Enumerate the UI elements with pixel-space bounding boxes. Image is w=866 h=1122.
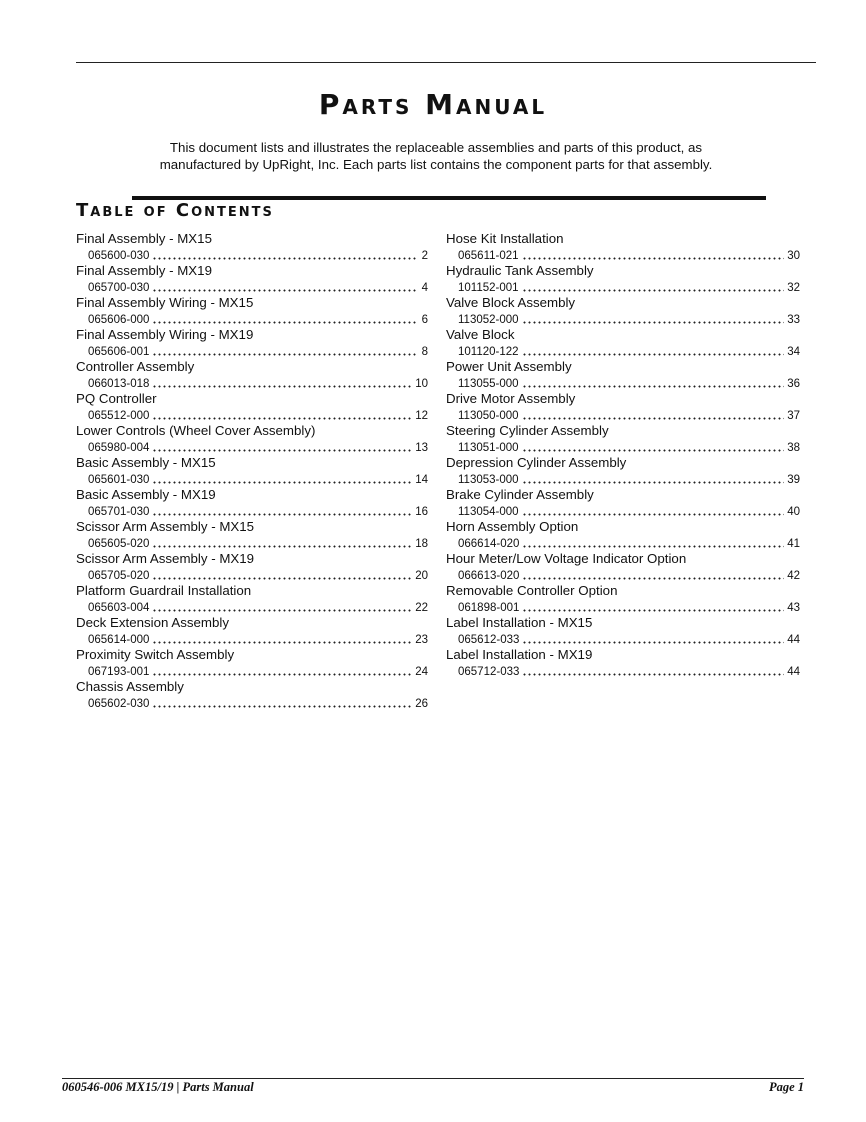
toc-part-number: 065606-000 [88,314,150,326]
toc-entry-line [446,439,800,455]
toc-part-number: 101152-001 [458,282,519,294]
toc-entry-title: Final Assembly - MX15 [76,231,212,246]
toc-page-number: 14 [415,474,428,486]
toc-part-number: 065612-033 [458,634,520,646]
toc-entry[interactable] [76,551,428,583]
toc-page-number: 34 [787,346,800,358]
toc-entry-title: Final Assembly Wiring - MX15 [76,295,254,310]
toc-entry[interactable] [76,263,428,295]
toc-page-number: 8 [421,346,428,358]
toc-entry-line [446,311,800,327]
toc-entry-title: Drive Motor Assembly [446,391,576,406]
toc-left-column [76,231,428,711]
toc-page-number: 32 [787,282,800,294]
toc-entry-line [76,247,428,263]
toc-part-number: 066013-018 [88,378,150,390]
toc-entry[interactable] [76,327,428,359]
toc-page-number: 2 [421,250,428,262]
toc-entry-line [446,631,800,647]
toc-entry-line [76,343,428,359]
toc-entry[interactable] [76,519,428,551]
toc-right-column [446,231,800,679]
toc-page-number: 13 [415,442,428,454]
toc-page-number: 12 [415,410,428,422]
toc-entry-title: Final Assembly Wiring - MX19 [76,327,254,342]
toc-entry-line [76,567,428,583]
toc-dot-leader [152,508,412,516]
toc-entry-title: Final Assembly - MX19 [76,263,212,278]
toc-dot-leader [522,284,785,292]
toc-dot-leader [152,476,412,484]
toc-dot-leader [522,476,785,484]
toc-part-number: 065614-000 [88,634,150,646]
toc-entry[interactable] [446,231,800,263]
toc-entry[interactable] [76,455,428,487]
toc-part-number: 065606-001 [88,346,150,358]
toc-entry-line [76,503,428,519]
toc-entry[interactable] [76,679,428,711]
toc-part-number: 065600-030 [88,250,150,262]
toc-entry[interactable] [446,487,800,519]
toc-entry-title: Basic Assembly - MX15 [76,455,216,470]
toc-dot-leader [152,380,412,388]
toc-dot-leader [522,348,785,356]
toc-entry-line [76,695,428,711]
toc-part-number: 113053-000 [458,474,519,486]
toc-part-number: 113052-000 [458,314,519,326]
toc-dot-leader [152,444,412,452]
toc-page-number: 10 [415,378,428,390]
toc-entry-title: Depression Cylinder Assembly [446,455,627,470]
toc-dot-leader [522,252,785,260]
toc-entry-line [446,375,800,391]
toc-part-number: 065980-004 [88,442,150,454]
toc-dot-leader [522,668,784,676]
toc-part-number: 065602-030 [88,698,150,710]
intro-line: manufactured by UpRight, Inc. Each parts list contains the component parts for that assembly. [159,157,713,172]
toc-part-number: 066614-020 [458,538,520,550]
toc-entry-line [76,471,428,487]
toc-entry[interactable] [76,647,428,679]
page-title: Parts Manual [318,88,548,121]
toc-entry-title: Label Installation - MX15 [446,615,593,630]
toc-entry-title: Removable Controller Option [446,583,618,598]
toc-entry-title: Power Unit Assembly [446,359,572,374]
toc-part-number: 065605-020 [88,538,150,550]
toc-entry-line [446,535,800,551]
toc-entry[interactable] [446,551,800,583]
toc-dot-leader [522,572,784,580]
toc-page-number: 20 [415,570,428,582]
toc-entry-title: Basic Assembly - MX19 [76,487,216,502]
toc-part-number: 065611-021 [458,250,519,262]
toc-page-number: 6 [421,314,428,326]
toc-dot-leader [152,604,412,612]
toc-entry-title: Scissor Arm Assembly - MX15 [76,519,255,534]
toc-entry[interactable] [446,455,800,487]
toc-entry-title: Chassis Assembly [76,679,184,694]
toc-page-number: 26 [415,698,428,710]
toc-entry-title: Hour Meter/Low Voltage Indicator Option [446,551,687,566]
toc-page-number: 42 [787,570,800,582]
toc-entry-title: Controller Assembly [76,359,195,374]
toc-entry-line [446,407,800,423]
toc-entry[interactable] [76,359,428,391]
toc-entry[interactable] [446,263,800,295]
toc-entry[interactable] [76,583,428,615]
toc-page-number: 22 [415,602,428,614]
toc-entry[interactable] [76,231,428,263]
toc-entry-line [76,631,428,647]
toc-part-number: 067193-001 [88,666,150,678]
toc-entry[interactable] [446,327,800,359]
toc-entry[interactable] [446,583,800,615]
toc-entry-line [446,471,800,487]
toc-dot-leader [152,348,417,356]
toc-entry-line [446,663,800,679]
toc-dot-leader [522,604,784,612]
toc-entry-title: Platform Guardrail Installation [76,583,252,598]
toc-page-number: 33 [787,314,800,326]
toc-entry-title: Scissor Arm Assembly - MX19 [76,551,255,566]
toc-entry[interactable] [76,615,428,647]
toc-entry-title: Proximity Switch Assembly [76,647,235,662]
toc-entry-title: PQ Controller [76,391,157,406]
toc-part-number: 065603-004 [88,602,150,614]
toc-dot-leader [522,444,785,452]
toc-page-number: 30 [787,250,800,262]
intro-paragraph [130,139,742,173]
toc-entry-line [76,375,428,391]
toc-entry[interactable] [446,359,800,391]
toc-entry-line [76,663,428,679]
toc-entry-title: Hydraulic Tank Assembly [446,263,594,278]
toc-heading: Table of Contents [76,200,274,221]
toc-entry[interactable] [446,615,800,647]
toc-dot-leader [522,316,785,324]
toc-entry-title: Valve Block Assembly [446,295,576,310]
toc-entry-line [446,343,800,359]
toc-part-number: 113054-000 [458,506,519,518]
toc-entry[interactable] [76,391,428,423]
toc-page-number: 41 [787,538,800,550]
intro-line: This document lists and illustrates the replaceable assemblies and parts of this product, as [169,140,703,155]
toc-page-number: 24 [415,666,428,678]
toc-dot-leader [152,412,412,420]
toc-page-number: 4 [421,282,428,294]
toc-dot-leader [522,636,784,644]
toc-entry-title: Label Installation - MX19 [446,647,593,662]
toc-dot-leader [152,700,412,708]
toc-dot-leader [152,668,412,676]
footer-document-id: 060546-006 MX15/19 | Parts Manual [62,1080,254,1094]
toc-page-number: 16 [415,506,428,518]
toc-dot-leader [522,540,784,548]
toc-part-number: 066613-020 [458,570,520,582]
toc-entry[interactable] [446,391,800,423]
toc-entry-title: Valve Block [446,327,515,342]
toc-part-number: 101120-122 [458,346,519,358]
footer-rule [62,1078,804,1079]
toc-entry-title: Brake Cylinder Assembly [446,487,594,502]
toc-entry[interactable] [446,295,800,327]
toc-entry[interactable] [76,295,428,327]
toc-page-number: 44 [787,634,800,646]
toc-entry[interactable] [76,423,428,455]
toc-dot-leader [152,252,417,260]
toc-dot-leader [152,636,412,644]
toc-entry-line [76,407,428,423]
toc-page-number: 43 [787,602,800,614]
toc-dot-leader [152,572,412,580]
toc-page-number: 37 [787,410,800,422]
toc-page-number: 38 [787,442,800,454]
toc-dot-leader [522,380,785,388]
toc-page-number: 40 [787,506,800,518]
toc-part-number: 113050-000 [458,410,519,422]
toc-part-number: 065712-033 [458,666,520,678]
toc-part-number: 113051-000 [458,442,519,454]
toc-entry-line [446,247,800,263]
toc-part-number: 113055-000 [458,378,519,390]
toc-dot-leader [522,508,785,516]
toc-entry[interactable] [76,487,428,519]
toc-page-number: 39 [787,474,800,486]
toc-entry-line [76,439,428,455]
toc-page-number: 44 [787,666,800,678]
toc-part-number: 065601-030 [88,474,150,486]
toc-entry-line [76,279,428,295]
toc-entry-line [446,279,800,295]
toc-entry-line [76,311,428,327]
toc-entry[interactable] [446,423,800,455]
toc-page-number: 18 [415,538,428,550]
toc-part-number: 061898-001 [458,602,520,614]
toc-entry-line [76,599,428,615]
toc-part-number: 065512-000 [88,410,150,422]
toc-dot-leader [522,412,785,420]
toc-part-number: 065705-020 [88,570,150,582]
top-rule [76,62,816,63]
toc-entry-title: Hose Kit Installation [446,231,564,246]
toc-entry-line [76,535,428,551]
toc-entry[interactable] [446,647,800,679]
toc-dot-leader [152,540,412,548]
toc-page-number: 23 [415,634,428,646]
toc-page-number: 36 [787,378,800,390]
footer-page-number: Page 1 [768,1080,804,1094]
toc-entry[interactable] [446,519,800,551]
toc-entry-title: Deck Extension Assembly [76,615,229,630]
toc-dot-leader [152,316,417,324]
toc-part-number: 065701-030 [88,506,150,518]
toc-entry-title: Steering Cylinder Assembly [446,423,609,438]
toc-entry-line [446,599,800,615]
toc-entry-title: Lower Controls (Wheel Cover Assembly) [76,423,316,438]
toc-entry-line [446,567,800,583]
toc-part-number: 065700-030 [88,282,150,294]
toc-entry-line [446,503,800,519]
toc-entry-title: Horn Assembly Option [446,519,579,534]
toc-dot-leader [152,284,417,292]
